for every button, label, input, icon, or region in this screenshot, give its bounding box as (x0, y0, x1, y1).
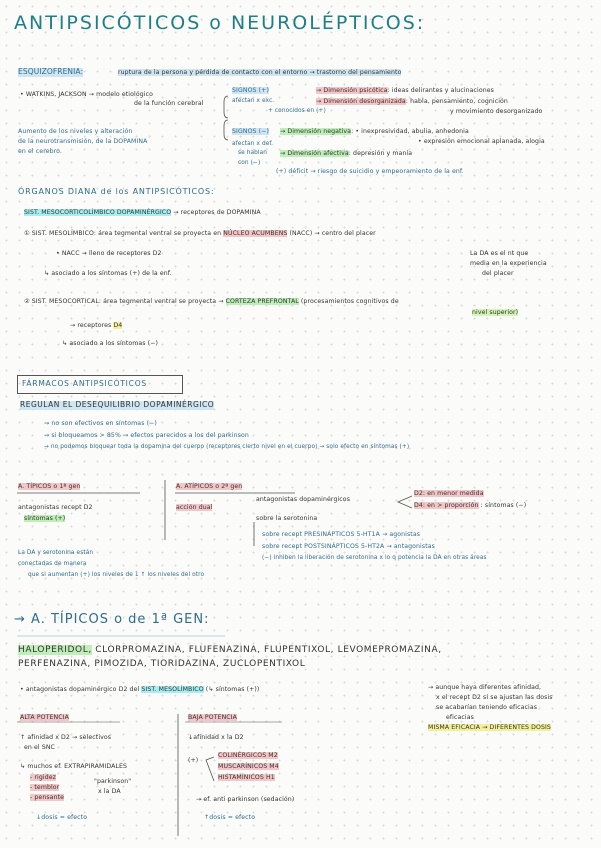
dim-desorg-txt: : habla, pensamiento, cognición (405, 98, 508, 105)
deficit-line: (+) déficit → riesgo de suicidio y empeoramiento de la enf. (276, 168, 464, 175)
dim-afectiva: → Dimensión afectiva (280, 150, 349, 157)
signos-positivos: SIGNOS (+) (232, 87, 269, 94)
watkins-line2: de la función cerebral (134, 100, 204, 107)
alta-l7: "parkinson" (94, 778, 132, 785)
tipicos-l1: antagonistas recept D2 (18, 504, 93, 511)
alta-l6: - pensante (30, 794, 65, 801)
alta-l5: - temblor (30, 784, 60, 791)
s1-nac2: (NACC) → centro del placer (289, 230, 376, 237)
aumento-line1: Aumento de los niveles y alteración (18, 128, 133, 135)
baja-title: BAJA POTENCIA (188, 714, 237, 721)
aumento-line2: de la neurotransmisión, de la DOPAMINA (18, 138, 148, 145)
s1-c3: del placer (482, 270, 514, 277)
drug-haloperidol: HALOPERIDOL, (18, 645, 92, 655)
nota-l1: La DA y serotonina están (18, 550, 94, 556)
atipicos-label: A. ATÍPICOS o 2ª gen (176, 483, 243, 490)
ant-sint: (↳ síntomas (+)) (205, 686, 260, 693)
s2-a: → receptores (70, 322, 112, 329)
watkins-line: • WATKINS, JACKSON → modelo etiológico (20, 91, 153, 98)
alta-l8: x la DA (98, 788, 121, 795)
s1-a: • NACC → lleno de receptores D2 (56, 250, 162, 257)
s2-txt3: nivel superior) (472, 309, 519, 316)
baja-l5: HISTAMÍNICOS H1 (218, 774, 275, 781)
signos-pos-sub: afectan x exc. (232, 98, 275, 104)
atipicos-b2: sobre recept POSTSINÁPTICOS 5-HT2A → antagonistas (262, 543, 435, 550)
sist-mesocortico: SIST. MESOCORTICOLÍMBICO DOPAMINÉRGICO (24, 209, 172, 216)
s2-txt2: (procesamientos cognitivos de (300, 298, 399, 305)
dim-desorg: → Dimensión desorganizada (316, 98, 406, 105)
page-title: ANTIPSICÓTICOS o NEUROLÉPTICOS: (14, 12, 426, 34)
farmacos-sub: REGULAN EL DESEQUILIBRIO DOPAMINÉRGICO (20, 400, 215, 409)
s1-c: La DA es el nt que (470, 250, 529, 257)
organos-title: ÓRGANOS DIANA de los ANTIPSICÓTICOS: (18, 187, 215, 196)
dim-desorg-txt2: y movimiento desorganizado (450, 108, 543, 115)
tipicos-label: A. TÍPICOS o 1ª gen (18, 483, 81, 490)
ant-sist: SIST. MESOLÍMBICO (141, 686, 204, 693)
drugs-line1b: CLORPROMAZINA, FLUFENAZINA, (95, 645, 261, 655)
atipicos-a1: antagonistas dopaminérgicos (256, 496, 351, 503)
baja-l4: MUSCARÍNICOS M4 (218, 763, 279, 770)
baja-l7: ↑dosis = efecto (204, 814, 256, 821)
s2-title: ② SIST. MESOCORTICAL: (24, 298, 102, 305)
baja-l6: → ef. anti parkinson (sedación) (196, 796, 295, 803)
alta-l4: - rigidez (30, 774, 56, 781)
ant-r3: se acabarían teniendo eficacias (436, 704, 538, 711)
baja-l1: ↓afinidad x la D2 (188, 734, 244, 741)
dim-psicotica-txt: : ideas delirantes y alucinaciones (387, 87, 495, 94)
ant-r4: eficacias (446, 714, 474, 721)
s1-title: ① SIST. MESOLÍMBICO: (24, 230, 97, 237)
ant-r1: → aunque haya diferentes afinidad, (428, 684, 542, 691)
atipicos-d4: D4: en > proporción (414, 502, 479, 509)
ant-line: • antagonistas dopaminérgico D2 del (20, 686, 140, 693)
signos-negativos: SIGNOS (−) (232, 128, 269, 135)
s1-nac: NÚCLEO ACUMBENS (223, 230, 288, 237)
baja-l2: (+) (188, 757, 199, 764)
gen1-title: → A. TÍPICOS o de 1ª GEN: (14, 612, 210, 627)
atipicos-sint: : síntomas (−) (480, 502, 527, 509)
atipicos-b1: sobre recept PRESINÁPTICOS 5-HT1A → agonistas (262, 531, 421, 538)
aumento-line3: en el cerebro. (18, 148, 62, 155)
farmacos-l3: → no podemos bloquear toda la dopamina del cuerpo (receptores cierto nivel en el cuerpo) → solo efecto en síntomas (+) (44, 444, 410, 450)
alta-l1: ↑ afinidad x D2 → selectivos (20, 734, 112, 741)
drugs-line1c: FLUPENTIXOL, LEVOMEPROMAZINA, (264, 645, 442, 655)
tipicos-l2: síntomas (+) (24, 515, 66, 522)
esquizofrenia-label: ESQUIZOFRENIA: (18, 67, 84, 76)
s1-txt: área tegmental ventral se proyecta en (98, 230, 222, 237)
dim-afectiva-txt: : depresión y manía (348, 150, 413, 157)
alta-title: ALTA POTENCIA (20, 714, 69, 721)
esquizofrenia-def: ruptura de la persona y pérdida de contacto con el entorno → trastorno del pensamiento (118, 69, 402, 76)
atipicos-d2: D2: en menor medida (414, 490, 484, 497)
s2-b: ↳ asociado a los síntomas (−) (62, 340, 158, 347)
s2-txt: área tegmental ventral se proyecta → (103, 298, 224, 305)
signos-neg-sub: afectan x def. (232, 141, 274, 147)
nota-l2: conectadas de manera (18, 561, 87, 567)
farmacos-l1: → no son efectivos en síntomas (−) (44, 420, 157, 427)
alta-l9: ↓dosis = efecto (36, 814, 88, 821)
s2-a2: D4 (113, 322, 123, 329)
s1-c2: media en la experiencia (470, 260, 547, 267)
farmacos-title: FÁRMACOS ANTIPSICÓTICOS (22, 379, 147, 388)
dim-negativa-txt: : • inexpresividad, abulia, anhedonia (351, 128, 469, 135)
dim-negativa: → Dimensión negativa (280, 128, 352, 135)
farmacos-l2: → si bloqueamos > 85% → efectos parecidos a los del parkinson (44, 432, 249, 439)
s1-b: ↳ asociado a los síntomas (+) de la enf. (44, 270, 172, 277)
sist-arrow: → receptores de DOPAMINA (173, 209, 261, 216)
signos-pos-sub2: + conocidos en (+) (268, 108, 326, 114)
atipicos-a2: sobre la serotonina (256, 515, 318, 522)
s2-cort: CORTEZA PREFRONTAL (225, 298, 299, 305)
dim-psicotica: → Dimensión psicótica (316, 87, 388, 94)
alta-l2: en el SNC (24, 744, 55, 751)
dim-negativa-txt2: • expresión emocional aplanada, alogia (418, 138, 545, 145)
ant-r2: x el recept D2 si se ajustan las dosis (436, 694, 553, 701)
alta-l3: ↳ muchos ef. EXTRAPIRAMIDALES (20, 763, 128, 770)
nota-l3: que si aumentan (+) los niveles de 1 ↑ los niveles del otro (28, 572, 205, 578)
signos-neg-sub2: se hablan (238, 150, 268, 156)
accion-dual: acción dual (176, 504, 213, 511)
signos-neg-sub3: con (−) (238, 160, 261, 166)
ant-r5: MISMA EFICACIA → DIFERENTES DOSIS (428, 724, 551, 731)
baja-l3: COLINÉRGICOS M2 (218, 752, 278, 759)
atipicos-b3: (−) inhiben la liberación de serotonina x lo q potencia la DA en otras áreas (262, 555, 487, 561)
drugs-line2: PERFENAZINA, PIMOZIDA, TIORIDAZINA, ZUCLOPENTIXOL (18, 659, 306, 669)
